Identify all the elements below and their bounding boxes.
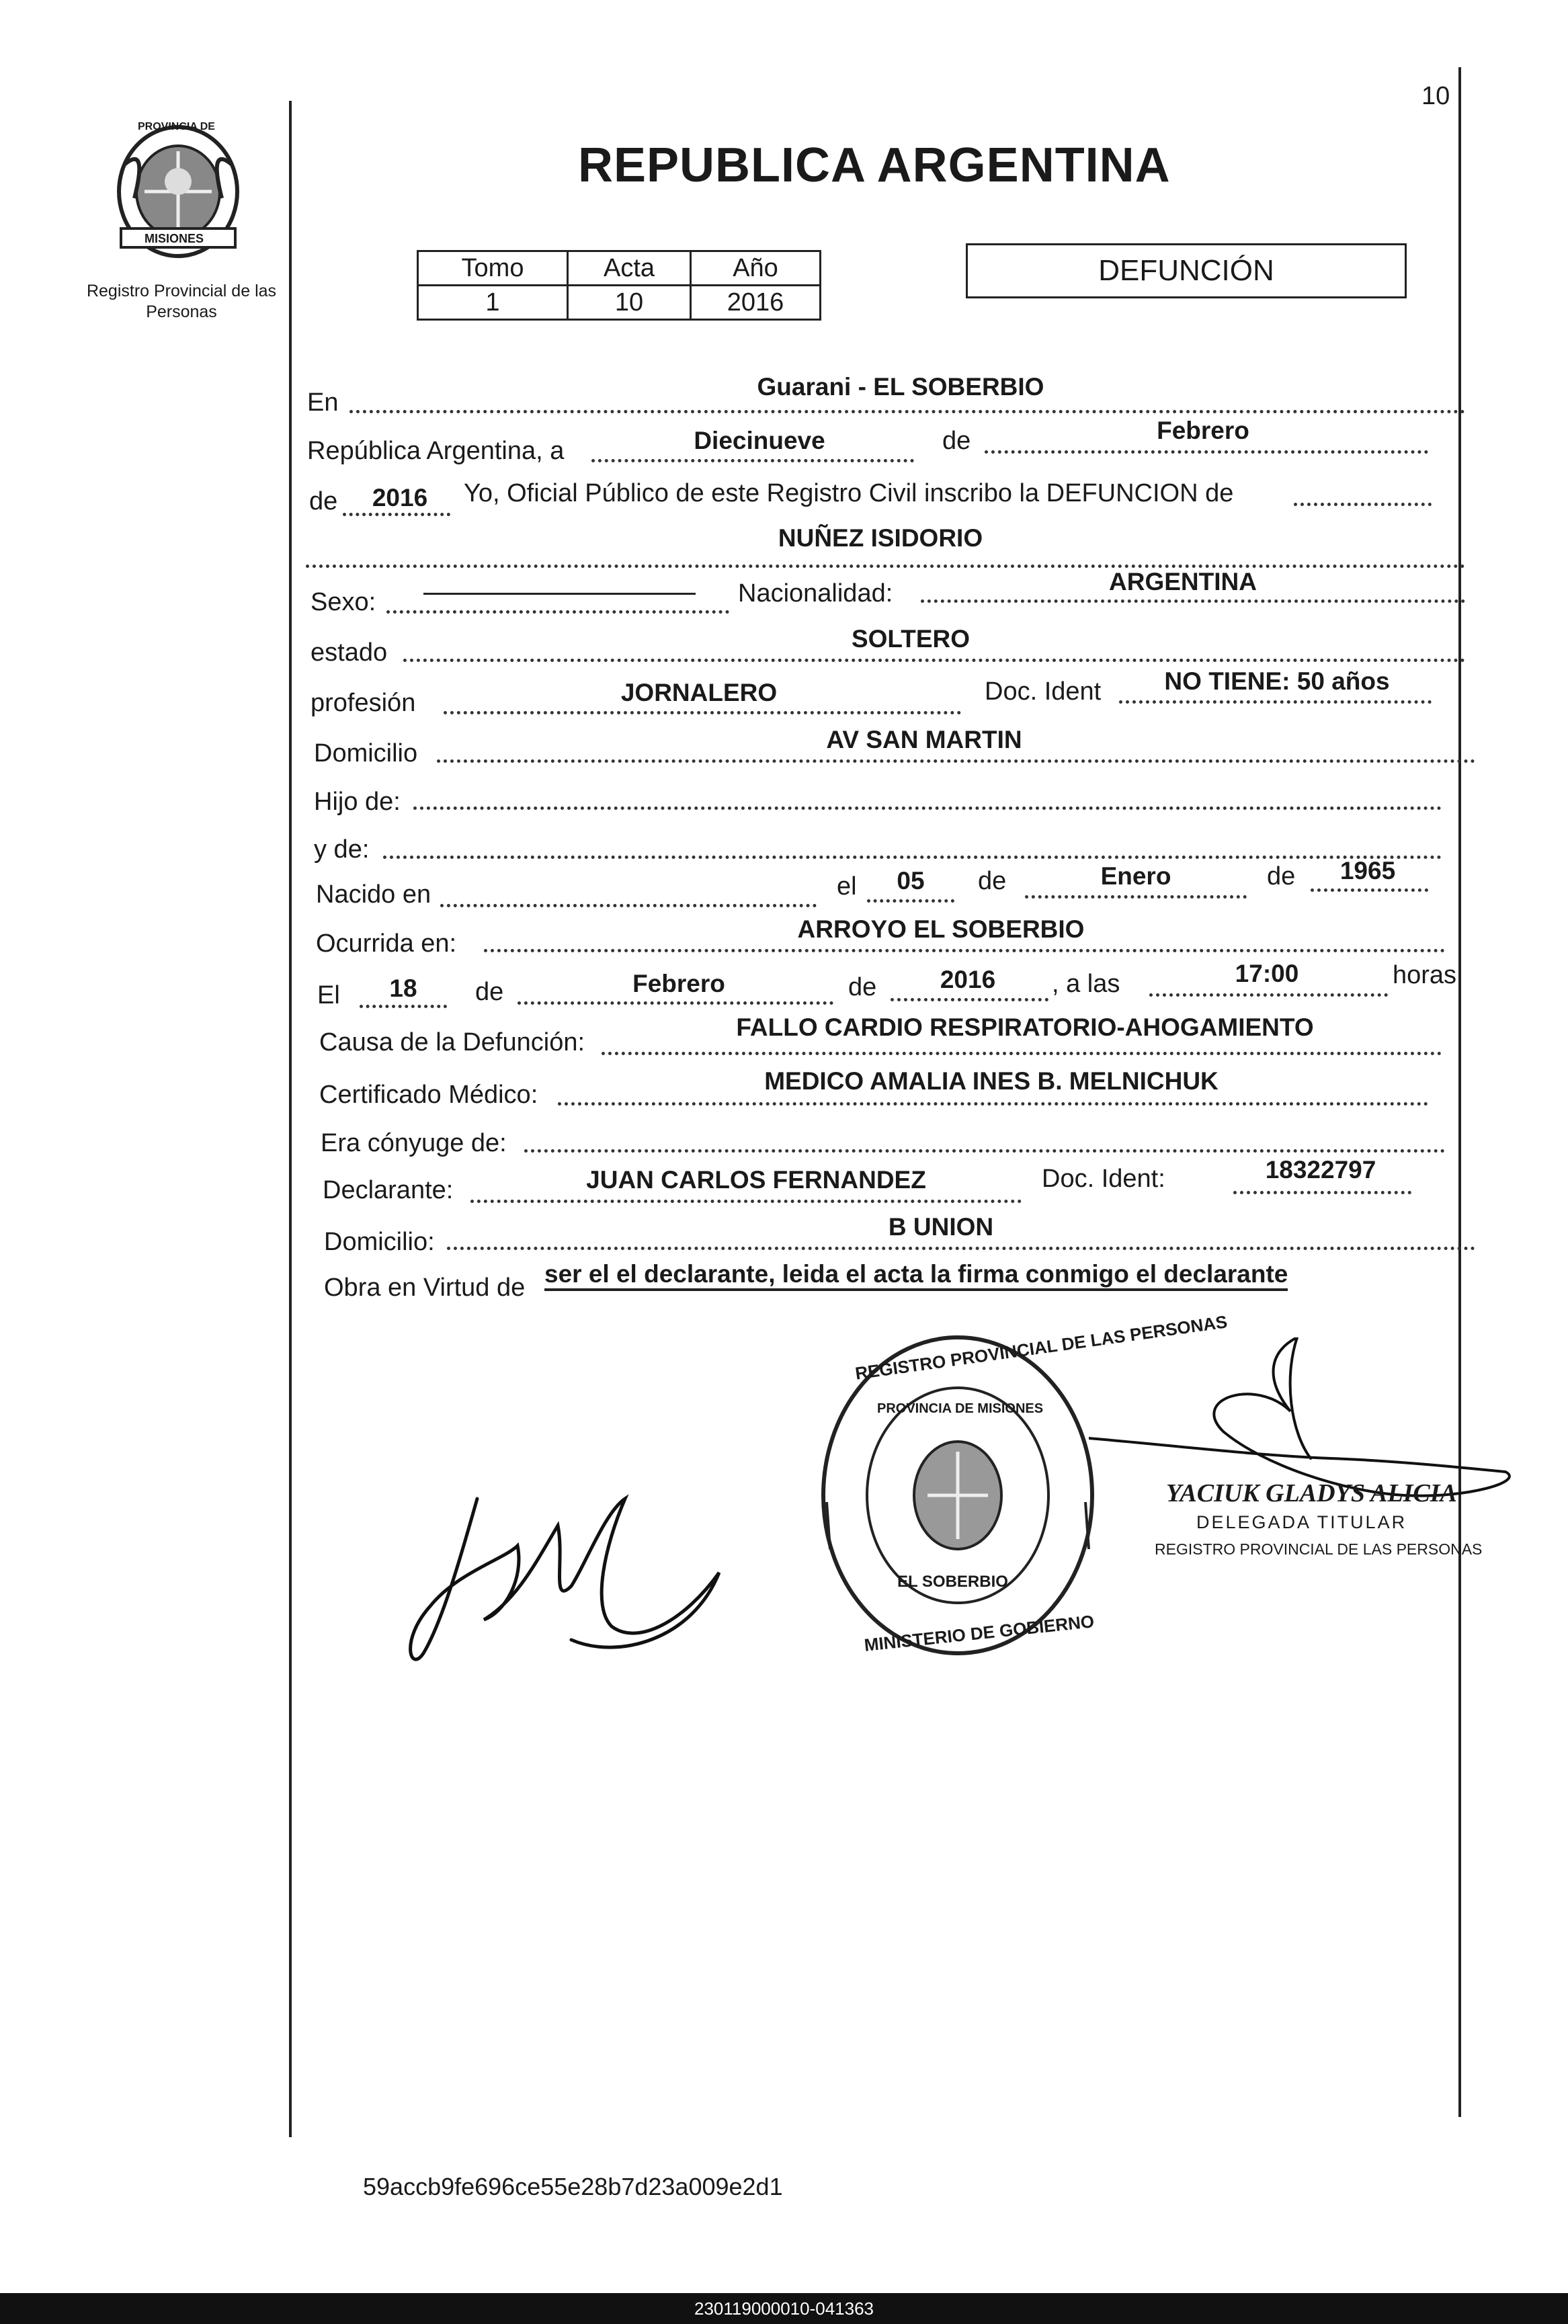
field-obra: ser el el declarante, leida el acta la firma conmigo el declarante	[544, 1260, 1288, 1291]
document-type-box: DEFUNCIÓN	[966, 243, 1407, 298]
right-border-line	[1458, 67, 1461, 2117]
dots-nacido-en	[440, 904, 817, 907]
dots-nacido-mes	[1025, 895, 1247, 899]
field-profesion: JORNALERO	[620, 679, 778, 706]
label-obra: Obra en Virtud de	[324, 1274, 526, 1302]
table-header-acta: Acta	[568, 251, 691, 286]
label-doc-ident: Doc. Ident	[985, 677, 1102, 706]
declarant-signature-icon	[403, 1485, 739, 1673]
label-de-nacido-anio: de	[1267, 862, 1296, 890]
label-de-def-mes: de	[475, 978, 504, 1006]
label-yo-oficial: Yo, Oficial Público de este Registro Civil inscribo la DEFUNCION de	[464, 479, 1234, 507]
label-domicilio-declarante: Domicilio:	[324, 1228, 435, 1256]
dots-estado	[403, 659, 1465, 662]
left-border-line	[289, 101, 292, 2137]
field-domicilio: AV SAN MARTIN	[826, 726, 1022, 753]
dots-declarante-doc	[1233, 1191, 1411, 1194]
field-nombre: NUÑEZ ISIDORIO	[778, 524, 983, 552]
dots-profesion	[444, 711, 961, 714]
field-def-dia: 18	[389, 974, 417, 1002]
table-header-tomo: Tomo	[418, 251, 568, 286]
dots-conyuge	[524, 1149, 1445, 1153]
sexo-dash-line	[423, 593, 696, 595]
dots-def-mes	[518, 1001, 833, 1005]
label-sexo: Sexo:	[311, 588, 376, 616]
label-profesion: profesión	[311, 689, 416, 717]
label-horas: horas	[1393, 961, 1457, 989]
table-header-anio: Año	[691, 251, 821, 286]
label-de-mes: de	[942, 427, 971, 455]
dots-causa	[602, 1052, 1442, 1055]
dots-def-anio	[891, 998, 1048, 1001]
table-value-tomo: 1	[418, 286, 568, 320]
field-hora: 17:00	[1235, 960, 1299, 987]
stamp-bottom-text: MINISTERIO DE GOBIERNO	[863, 1611, 1096, 1655]
stamp-outer-text: REGISTRO PROVINCIAL DE LAS PERSONAS	[854, 1311, 1229, 1384]
dots-domicilio	[437, 759, 1475, 763]
dots-en	[349, 410, 1465, 413]
label-causa: Causa de la Defunción:	[319, 1028, 585, 1056]
label-estado: estado	[311, 638, 388, 667]
field-estado: SOLTERO	[851, 625, 971, 653]
dots-nacido-dia	[867, 899, 954, 903]
dots-yo-oficial	[1294, 503, 1432, 506]
official-office: REGISTRO PROVINCIAL DE LAS PERSONAS	[1155, 1540, 1483, 1558]
dots-certificado	[558, 1102, 1428, 1106]
field-ocurrida-en: ARROYO EL SOBERBIO	[797, 915, 1085, 943]
label-de-def-anio: de	[848, 973, 877, 1001]
field-mes: Febrero	[1157, 417, 1249, 444]
label-domicilio: Domicilio	[314, 739, 418, 767]
logo-caption: Registro Provincial de las Personas	[86, 282, 277, 321]
declarant-signature	[403, 1485, 739, 1673]
label-nacionalidad: Nacionalidad:	[738, 579, 893, 608]
table-value-anio: 2016	[691, 286, 821, 320]
logo-seal-bottom-text: MISIONES	[145, 232, 204, 245]
label-de-anio: de	[309, 487, 338, 515]
field-def-mes: Febrero	[632, 970, 725, 997]
field-certificado: MEDICO AMALIA INES B. MELNICHUK	[764, 1067, 1219, 1095]
stamp-inner-text: PROVINCIA DE MISIONES	[877, 1401, 1044, 1416]
page-number: 10	[1421, 82, 1450, 110]
stamp-city-text: EL SOBERBIO	[897, 1573, 1008, 1591]
province-logo	[108, 118, 249, 259]
footer-id-bar: 230119000010-041363	[0, 2293, 1568, 2324]
label-nacido-en: Nacido en	[316, 880, 431, 909]
label-a-las: , a las	[1052, 970, 1120, 998]
dots-dia	[591, 459, 914, 462]
field-nacido-dia: 05	[897, 867, 925, 895]
label-el-def: El	[317, 981, 340, 1009]
document-hash: 59accb9fe696ce55e28b7d23a009e2d1	[363, 2173, 783, 2200]
dots-declarante	[470, 1200, 1022, 1203]
dots-hora	[1149, 993, 1388, 997]
table-value-acta: 10	[568, 286, 691, 320]
dots-anio	[343, 513, 450, 516]
label-de-nacido-mes: de	[978, 867, 1007, 895]
dots-nacido-anio	[1311, 888, 1428, 892]
dots-domicilio-declarante	[447, 1247, 1475, 1250]
field-anio: 2016	[372, 484, 428, 511]
label-el-nacido: el	[837, 872, 857, 901]
field-nacionalidad: ARGENTINA	[1109, 568, 1257, 595]
label-en: En	[307, 388, 339, 417]
label-hijo-de: Hijo de:	[314, 788, 401, 816]
label-conyuge: Era cónyuge de:	[321, 1129, 507, 1157]
dots-def-dia	[360, 1005, 447, 1008]
field-dia-letras: Diecinueve	[694, 427, 825, 454]
field-causa: FALLO CARDIO RESPIRATORIO-AHOGAMIENTO	[736, 1013, 1314, 1041]
country-title: REPUBLICA ARGENTINA	[578, 138, 1171, 192]
dots-y-de	[383, 856, 1442, 859]
official-role: DELEGADA TITULAR	[1196, 1512, 1407, 1532]
field-declarante-doc: 18322797	[1265, 1156, 1376, 1184]
field-nacido-anio: 1965	[1339, 857, 1396, 884]
label-ocurrida-en: Ocurrida en:	[316, 929, 457, 958]
dots-hijo-de	[413, 806, 1442, 810]
field-doc-ident: NO TIENE: 50 años	[1164, 667, 1390, 695]
label-certificado: Certificado Médico:	[319, 1081, 538, 1109]
label-declarante-doc: Doc. Ident:	[1042, 1165, 1165, 1193]
label-declarante: Declarante:	[323, 1176, 454, 1204]
dots-sexo	[386, 610, 729, 614]
dots-mes	[985, 450, 1428, 454]
field-nacido-mes: Enero	[1100, 862, 1171, 890]
dots-doc-ident	[1119, 700, 1432, 704]
label-republica: República Argentina, a	[307, 437, 565, 465]
official-name: YACIUK GLADYS ALICIA	[1166, 1479, 1457, 1507]
official-stamp	[813, 1311, 1229, 1663]
record-table	[417, 250, 821, 321]
field-def-anio: 2016	[940, 966, 996, 993]
field-declarante: JUAN CARLOS FERNANDEZ	[586, 1166, 926, 1194]
label-y-de: y de:	[314, 835, 370, 864]
field-domicilio-declarante: B UNION	[888, 1213, 994, 1241]
logo-seal-top-text: PROVINCIA DE	[138, 121, 215, 132]
dots-ocurrida-en	[484, 949, 1445, 952]
dots-nacionalidad	[921, 599, 1465, 603]
field-lugar: Guarani - EL SOBERBIO	[757, 373, 1044, 401]
